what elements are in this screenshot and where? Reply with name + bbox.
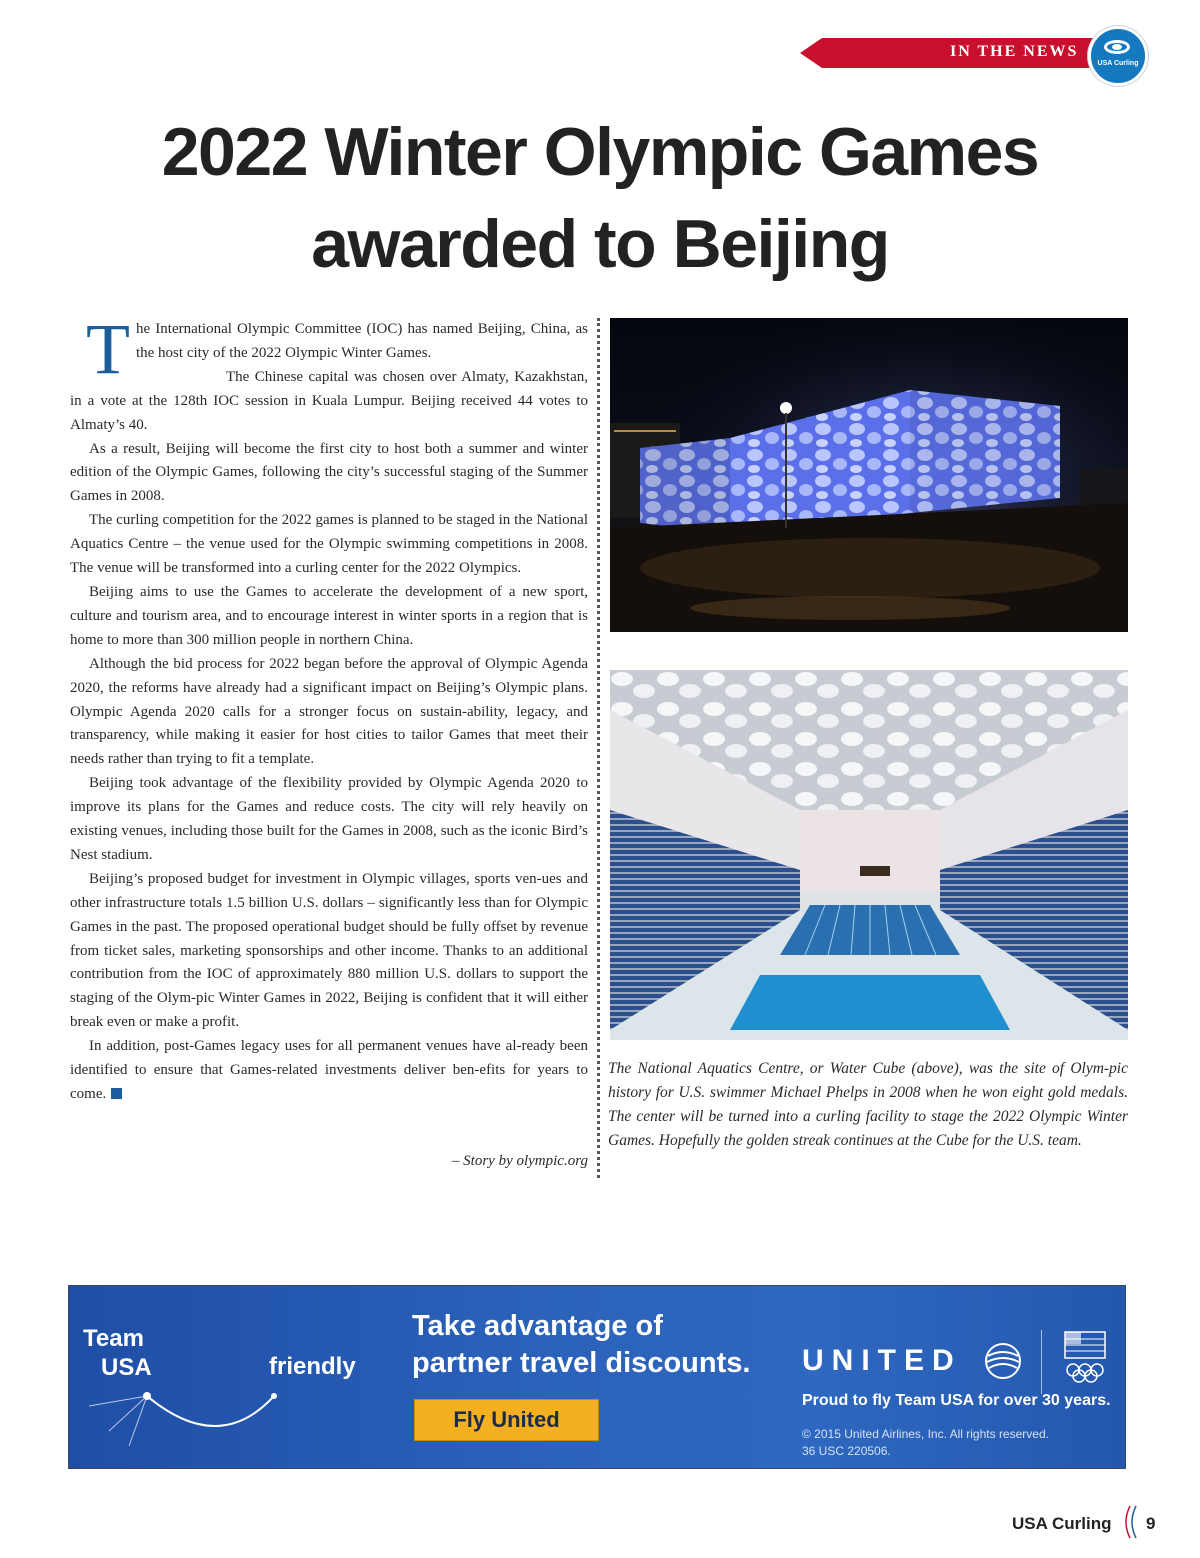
usa-curling-logo [1088,26,1148,86]
olympic-rings-icon [1059,1330,1111,1390]
article-paragraph: As a result, Beijing will become the first city to host both a summer and winter edition of the Olympic Games, following the city’s successful staging of the Summer Games in 2008. [70,440,588,505]
paragraph-text: he International Olympic Committee (IOC) has named Beijing, China, as the host city of the 2022 Olympic Winter Games. [135,321,588,361]
team-usa-text [83,1324,152,1382]
friendly-text: friendly [269,1353,356,1380]
water-cube-interior-photo [610,670,1128,1040]
column-divider [597,318,600,1178]
title-line-2: awarded to Beijing [311,206,889,282]
united-advertisement[interactable] [68,1285,1126,1469]
logo-text: USA Curling [1097,60,1139,67]
article-paragraph [70,309,588,389]
logo-dot [1112,44,1122,50]
article-paragraph: Beijing’s proposed budget for investment in Olympic villages, sports ven-ues and other infrastructure totals 1.5 billion U.S. dollars – significantly less than for Olympic Games in the past. The proposed operational budget should be fully offset by revenue from ticket sales, marketing sponsorships and other income. Thanks to an additional contribution from the IOC of approximately 880 million U.S. dollars to support the staging of the Olym-pic Winter Games in 2022, Beijing is confident that it will either break even or make a profit. [70,870,588,1031]
end-mark-icon [111,1088,122,1099]
article-paragraph: Beijing took advantage of the flexibility provided by Olympic Agenda 2020 to improve its plans for the Games and reduce costs. The city will rely heavily on existing venues, including those built for the Games in 2008, such as the iconic Bird’s Nest stadium. [70,775,588,863]
publication-name: USA Curling [1012,1514,1112,1533]
headline-line-2: partner travel discounts. [412,1347,751,1379]
curling-brackets-icon [1120,1504,1142,1540]
page-title [40,106,1160,290]
ad-divider [1041,1330,1042,1394]
paragraph-text: In addition, post-Games legacy uses for all permanent venues have al-ready been identified to ensure that Games-related investments deliver ben-efits for years to come. [70,1038,588,1102]
article-paragraph: The curling competition for the 2022 games is planned to be staged in the National Aquatics Centre – the venue used for the Olympic swimming competitions in 2008. The venue will be transformed into a curling center for the 2022 Olympics. [70,512,588,577]
article-paragraph: Beijing aims to use the Games to accelerate the development of a new sport, culture and tourism area, and to encourage interest in winter sports in a region that is home to more than 300 million people in northern China. [70,583,588,648]
ad-tagline: Proud to fly Team USA for over 30 years. [802,1392,1111,1409]
photo-caption: The National Aquatics Centre, or Water Cube (above), was the site of Olym-pic history for U.S. swimmer Michael Phelps in 2008 when he won eight gold medals. The center will be turned into a curling facility to stage the 2022 Olympic Winter Games. Hopefully the golden streak continues at the Cube for the U.S. team. [608,1060,1128,1149]
article-paragraph [70,1035,588,1107]
article-paragraph: The Chinese capital was chosen over Almaty, Kazakhstan, in a vote at the 128th IOC session in Kuala Lumpur. Beijing received 44 votes to Almaty’s 40. [70,368,588,433]
page-number: 9 [1146,1514,1156,1533]
title-line-1: 2022 Winter Olympic Games [161,114,1039,190]
water-cube-night-photo [610,318,1128,632]
article-body [70,309,588,1107]
section-label: IN THE NEWS [950,43,1079,60]
team-line-2: USA [101,1354,152,1381]
team-line-1: Team [83,1325,144,1352]
legal-line-2: 36 USC 220506. [802,1444,891,1458]
united-globe-icon [984,1342,1022,1380]
legal-line-1: © 2015 United Airlines, Inc. All rights reserved. [802,1427,1049,1441]
ad-legal [802,1426,1049,1460]
article-paragraph: Although the bid process for 2022 began before the approval of Olympic Agenda 2020, the reforms have already had a significant impact on Beijing’s Olympic plans. Olympic Agenda 2020 calls for a stronger focus on sustain-ability, legacy, and transparency, while making it easier for host cities to tailor Games that meet their needs rather than trying to fit a template. [70,655,588,768]
story-byline: – Story by olympic.org [451,1153,588,1169]
ad-headline [412,1308,750,1382]
drop-cap: T [86,309,130,389]
fly-united-button[interactable]: Fly United [414,1399,599,1441]
united-wordmark: UNITED [802,1344,962,1377]
headline-line-1: Take advantage of [412,1310,663,1342]
